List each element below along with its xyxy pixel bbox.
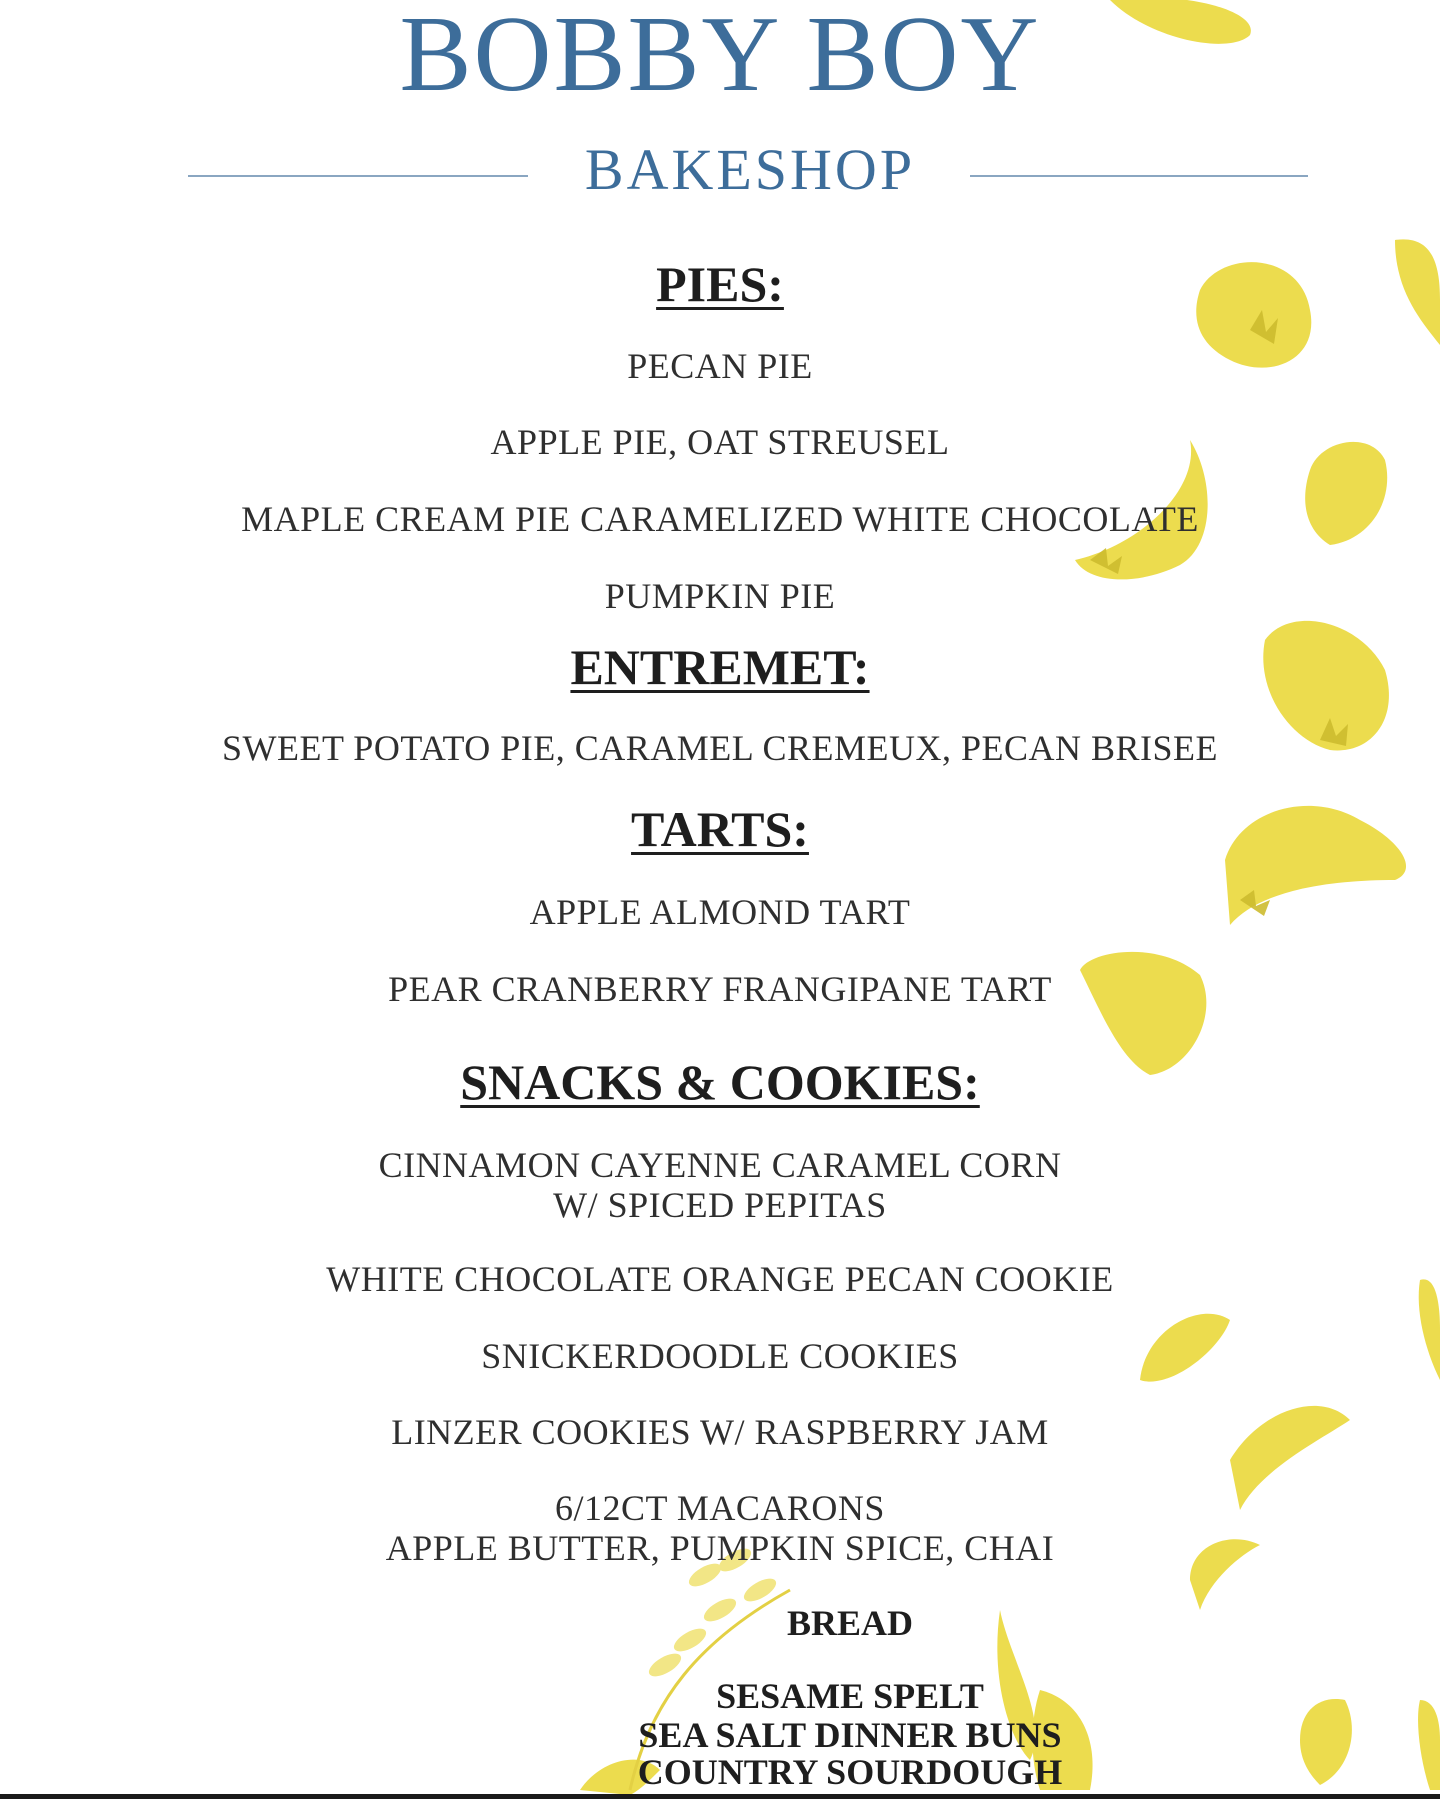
bottom-border xyxy=(0,1794,1440,1799)
menu-item: SNICKERDOODLE COOKIES xyxy=(481,1336,959,1376)
section-heading-entremet: ENTREMET: xyxy=(570,639,870,695)
menu-item: PUMPKIN PIE xyxy=(604,576,836,616)
menu-item: PEAR CRANBERRY FRANGIPANE TART xyxy=(388,969,1052,1009)
menu-item: SESAME SPELT xyxy=(716,1676,984,1716)
menu-item: APPLE BUTTER, PUMPKIN SPICE, CHAI xyxy=(385,1528,1055,1568)
menu-item: SWEET POTATO PIE, CARAMEL CREMEUX, PECAN BRISEE xyxy=(221,728,1218,768)
menu-item: PECAN PIE xyxy=(627,346,813,386)
menu-item: SEA SALT DINNER BUNS xyxy=(638,1715,1062,1755)
brand-logo: BOBBY BOY xyxy=(399,0,1041,114)
menu-item: APPLE PIE, OAT STREUSEL xyxy=(490,422,950,462)
menu-item: COUNTRY SOURDOUGH xyxy=(637,1752,1063,1792)
menu-item: 6/12CT MACARONS xyxy=(555,1488,885,1528)
left-rule xyxy=(188,175,528,177)
menu-item: LINZER COOKIES W/ RASPBERRY JAM xyxy=(391,1412,1049,1452)
menu-item: CINNAMON CAYENNE CARAMEL CORN xyxy=(378,1145,1062,1185)
menu-item: MAPLE CREAM PIE CARAMELIZED WHITE CHOCOLATE xyxy=(241,499,1199,539)
section-heading-pies: PIES: xyxy=(656,256,784,312)
menu-item: WHITE CHOCOLATE ORANGE PECAN COOKIE xyxy=(326,1259,1114,1299)
menu-item: W/ SPICED PEPITAS xyxy=(553,1185,887,1225)
brand-subtitle: BAKESHOP xyxy=(584,137,916,202)
menu-item: APPLE ALMOND TART xyxy=(529,892,911,932)
section-heading-tarts: TARTS: xyxy=(631,801,809,857)
right-rule xyxy=(970,175,1308,177)
section-heading-bread: BREAD xyxy=(786,1603,914,1643)
section-heading-snacks: SNACKS & COOKIES: xyxy=(460,1054,980,1110)
